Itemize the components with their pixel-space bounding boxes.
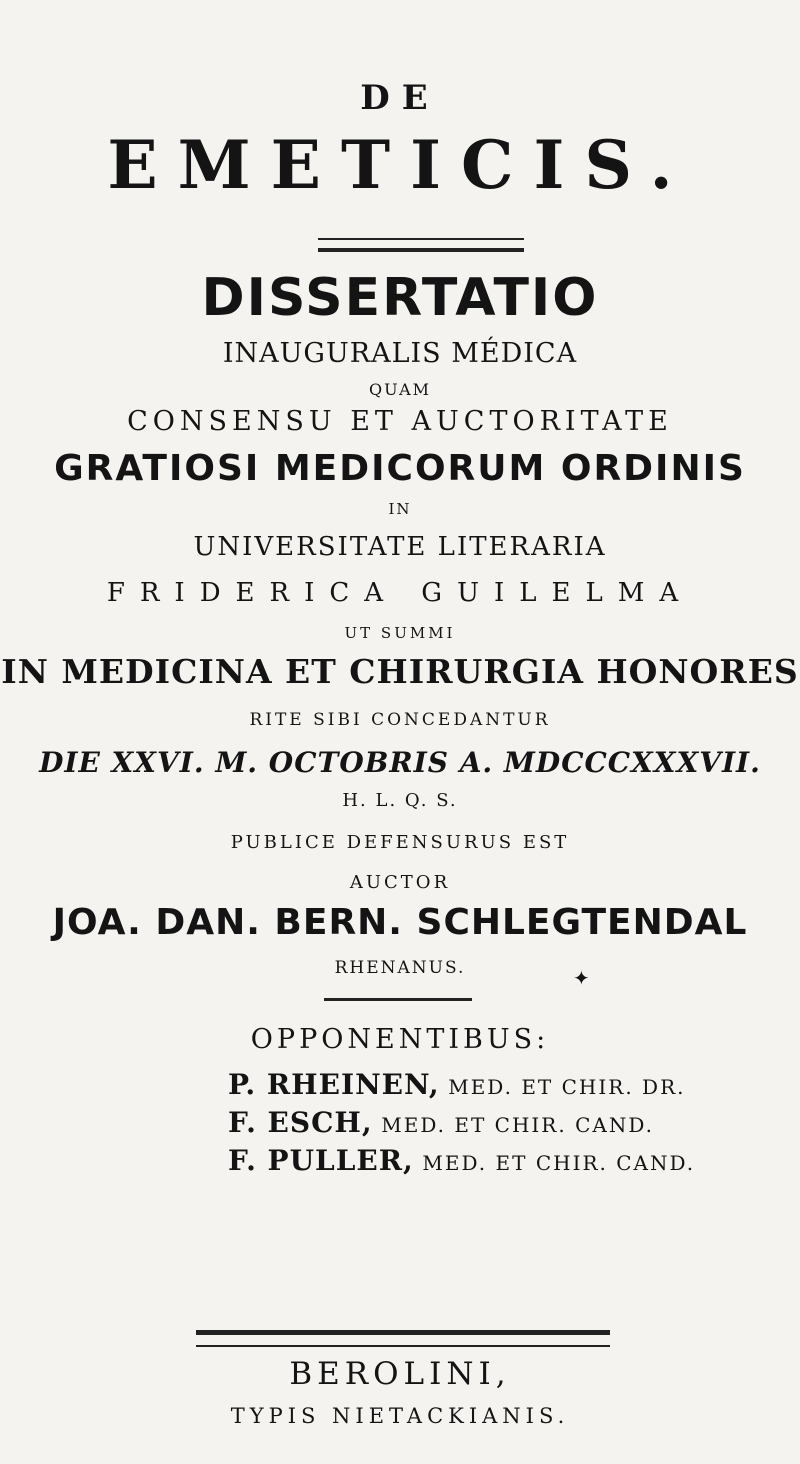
university-line: UNIVERSITATE LITERARIA [193,532,607,562]
in-text: IN [388,500,412,518]
opponent-entry [228,1106,654,1139]
auctor-label: AUCTOR [349,872,451,893]
dissertation-heading: DISSERTATIO [201,268,599,328]
opponents-heading: OPPONENTIBUS: [250,1024,550,1055]
ut-summi-text: UT SUMMI [344,624,456,642]
divider-rule [324,998,472,1005]
defensurus-line: PUBLICE DEFENSURUS EST [230,832,570,853]
opponent-entry [228,1144,695,1177]
hlqs-line: H. L. Q. S. [342,790,458,811]
dissertation-type: INAUGURALIS MÉDICA [222,338,578,369]
imprint-printer: TYPIS NIETACKIANIS. [230,1404,570,1428]
author-name: JOA. DAN. BERN. SCHLEGTENDAL [52,902,748,943]
main-title: EMETICIS. [107,126,693,204]
opponent-credentials: MED. ET CHIR. CAND. [422,1151,696,1175]
quam-text: QUAM [368,380,432,399]
imprint-city: BEROLINI, [289,1356,511,1392]
title-prefix: DE [360,78,440,118]
ornament-star-icon: ✦ [573,966,590,990]
opponent-entry [228,1068,686,1101]
date-line: DIE XXVI. M. OCTOBRIS A. MDCCCXXXVII. [39,746,761,779]
author-origin: RHENANUS. [334,958,466,978]
opponent-name: F. PULLER, [228,1144,414,1177]
opponent-credentials: MED. ET CHIR. DR. [448,1075,686,1099]
opponent-credentials: MED. ET CHIR. CAND. [381,1113,655,1137]
rite-line: RITE SIBI CONCEDANTUR [249,710,551,730]
faculty-name: GRATIOSI MEDICORUM ORDINIS [54,448,746,489]
honores-line: IN MEDICINA ET CHIRURGIA HONORES [1,652,799,691]
ornamental-rule [318,238,524,252]
university-name: FRIDERICA GUILELMA [106,578,694,608]
opponent-name: F. ESCH, [228,1106,373,1139]
consensu-text: CONSENSU ET AUCTORITATE [127,406,673,437]
imprint-rule [196,1330,610,1347]
opponent-name: P. RHEINEN, [228,1068,440,1101]
